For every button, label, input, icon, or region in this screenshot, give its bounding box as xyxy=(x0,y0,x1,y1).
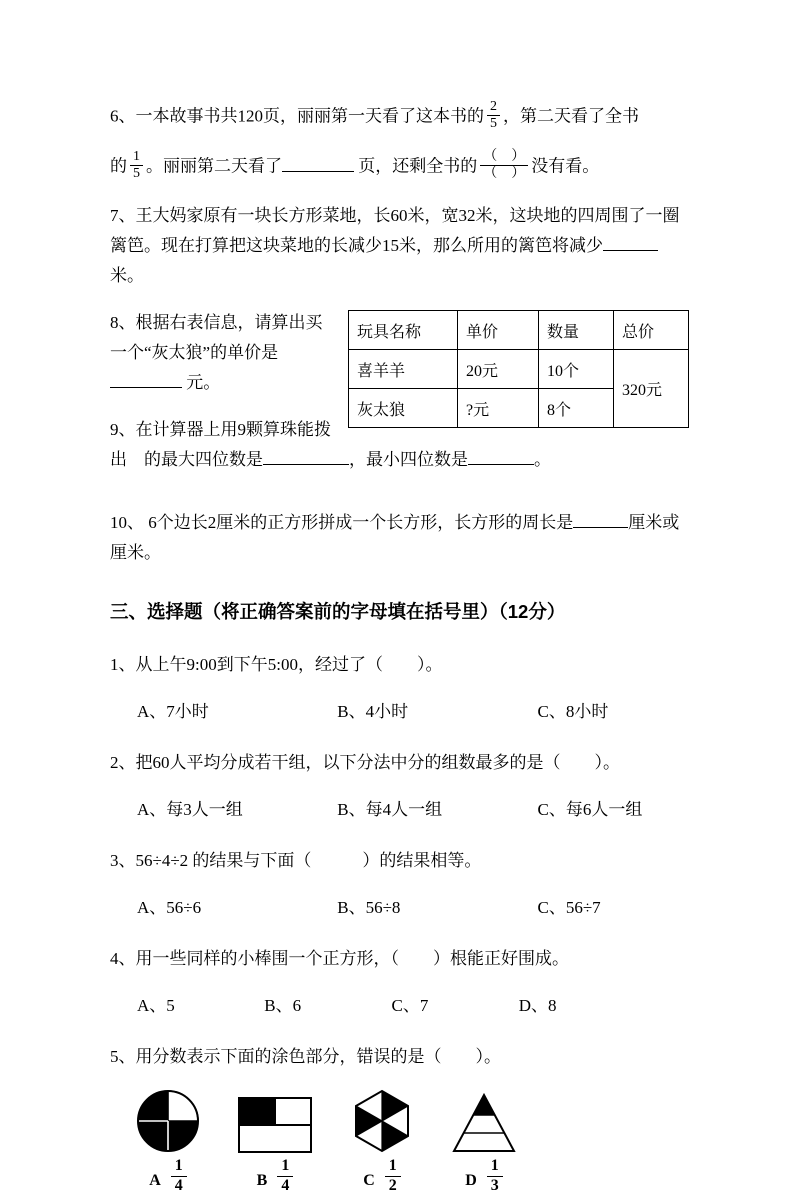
option-a: A、每3人一组 xyxy=(137,800,243,820)
figure-option-b xyxy=(238,1097,312,1195)
question-7 xyxy=(110,201,689,291)
choice-question-3-options xyxy=(110,893,689,918)
q6-blank-fraction xyxy=(480,149,528,182)
fraction-numerator: 1 xyxy=(277,1157,293,1176)
cell-unit-price: 20元 xyxy=(458,350,539,389)
option-b: B、6 xyxy=(264,996,302,1016)
table-header-row xyxy=(349,311,689,350)
choice-question-2-options xyxy=(110,795,689,820)
fraction-denominator: （ ） xyxy=(483,166,526,182)
fraction-denominator: 3 xyxy=(490,1176,499,1194)
figure-fraction xyxy=(487,1157,503,1195)
figure-option-a xyxy=(136,1089,200,1195)
q6-text-6: 没有看。 xyxy=(531,156,600,176)
cell-quantity: 8个 xyxy=(539,389,614,428)
q6-text-5: 页，还剩全书的 xyxy=(358,156,478,176)
choice-question-3 xyxy=(110,846,689,918)
cell-quantity: 10个 xyxy=(539,350,614,389)
option-b: B、4小时 xyxy=(337,702,409,722)
option-b: B、56÷8 xyxy=(337,898,401,918)
fraction-numerator: 2 xyxy=(487,99,500,116)
hexagon-sixths-icon xyxy=(350,1089,414,1153)
circle-quarters-icon xyxy=(136,1089,200,1153)
figure-fraction xyxy=(277,1157,293,1195)
q6-text-2: ，第二天看了全书 xyxy=(503,106,639,126)
choice-question-2 xyxy=(110,748,689,820)
choice-question-4 xyxy=(110,944,689,1016)
option-a: A、5 xyxy=(137,996,175,1016)
fraction-denominator: 4 xyxy=(174,1176,183,1194)
option-d: D、8 xyxy=(518,996,557,1016)
choice-question-4-options xyxy=(110,991,689,1016)
table-header-total: 总价 xyxy=(614,311,689,350)
table-row xyxy=(349,350,689,389)
figure-letter: C xyxy=(363,1172,375,1190)
fraction-numerator: 1 xyxy=(385,1157,401,1176)
question-8-9-block xyxy=(110,308,689,492)
fraction-denominator: 5 xyxy=(133,166,140,182)
figure-b-label-row xyxy=(257,1157,294,1195)
figure-letter: A xyxy=(149,1172,161,1190)
figure-letter: D xyxy=(465,1172,477,1190)
choice-question-1-options xyxy=(110,697,689,722)
q9-text-2: ，最小四位数是 xyxy=(349,450,468,470)
q7-text-2: 米。 xyxy=(110,266,144,286)
option-c: C、每6人一组 xyxy=(537,800,643,820)
q6-fraction-one-fifth xyxy=(130,149,143,182)
table-header-toy-name: 玩具名称 xyxy=(349,311,458,350)
choice-question-2-text: 2、把60人平均分成若干组，以下分法中分的组数最多的是（ ）。 xyxy=(110,753,620,773)
choice-question-4-text: 4、用一些同样的小棒围一个正方形，（ ）根能正好围成。 xyxy=(110,949,569,969)
table-header-unit-price: 单价 xyxy=(458,311,539,350)
question-6-line-2 xyxy=(110,151,689,184)
q7-text-1: 7、王大妈家原有一块长方形菜地，长60米，宽32米，这块地的四周围了一圈篱笆。现在打算把这块菜地的长减少15米，那么所用的篱笆将减少 xyxy=(110,206,680,256)
option-a: A、56÷6 xyxy=(137,898,202,918)
q9-answer-blank-min xyxy=(468,449,534,465)
q8-answer-blank xyxy=(110,372,182,388)
option-c: C、7 xyxy=(391,996,429,1016)
fraction-denominator: 2 xyxy=(388,1176,397,1194)
rectangle-quarters-icon xyxy=(238,1097,312,1153)
q10-text-1: 10、 6个边长2厘米的正方形拼成一个长方形，长方形的周长是 xyxy=(110,513,574,533)
q6-text-4: 。丽丽第二天看了 xyxy=(146,156,282,176)
fraction-denominator: 4 xyxy=(281,1176,290,1194)
figure-letter: B xyxy=(256,1172,268,1190)
toy-price-table xyxy=(348,310,689,428)
fraction-numerator: 1 xyxy=(130,149,143,166)
q6-answer-blank xyxy=(282,156,354,172)
option-c: C、8小时 xyxy=(537,702,609,722)
figure-option-d xyxy=(452,1091,516,1195)
q6-text-3: 的 xyxy=(110,156,127,176)
choice-question-1 xyxy=(110,650,689,722)
fraction-numerator: 1 xyxy=(487,1157,503,1176)
q8-text-1: 8、根据右表信息，请算出买一个“灰太狼”的单价是 xyxy=(110,313,323,363)
fraction-denominator: 5 xyxy=(490,116,497,132)
figure-fraction xyxy=(385,1157,401,1195)
cell-toy-name: 灰太狼 xyxy=(349,389,458,428)
cell-unit-price: ?元 xyxy=(458,389,539,428)
q9-answer-blank-max xyxy=(263,449,349,465)
cell-total-price: 320元 xyxy=(614,350,689,428)
fraction-numerator: （ ） xyxy=(480,149,528,166)
q6-fraction-two-fifths xyxy=(487,99,500,132)
question-10 xyxy=(110,508,689,568)
choice-question-5-text: 5、用分数表示下面的涂色部分，错误的是（ ）。 xyxy=(110,1047,501,1067)
figure-c-label-row xyxy=(363,1157,401,1195)
question-6-line-1 xyxy=(110,101,689,134)
q7-answer-blank xyxy=(603,235,658,251)
triangle-thirds-icon xyxy=(452,1091,516,1153)
figure-option-c xyxy=(350,1089,414,1195)
q9-text-1: 9、在计算器上用9颗算珠能拨出 的最大四位数是 xyxy=(110,420,331,470)
q10-text-2: 厘米或厘米。 xyxy=(110,513,680,563)
section-3-heading: 三、选择题（将正确答案前的字母填在括号里）（12分） xyxy=(110,601,566,623)
option-b: B、每4人一组 xyxy=(337,800,443,820)
table-header-quantity: 数量 xyxy=(539,311,614,350)
q9-text-3: 。 xyxy=(534,450,551,470)
option-a: A、7小时 xyxy=(137,702,209,722)
q6-text-1: 6、一本故事书共120页，丽丽第一天看了这本书的 xyxy=(110,106,484,126)
option-c: C、56÷7 xyxy=(537,898,601,918)
choice-question-1-text: 1、从上午9:00到下午5:00，经过了（ ）。 xyxy=(110,655,443,675)
choice-question-5-figures xyxy=(136,1089,689,1195)
choice-question-3-text: 3、56÷4÷2 的结果与下面（ ）的结果相等。 xyxy=(110,851,482,871)
q10-answer-blank xyxy=(573,512,628,528)
figure-fraction xyxy=(171,1157,187,1195)
q8-text-2: 元。 xyxy=(186,373,221,393)
figure-d-label-row xyxy=(465,1157,503,1195)
fraction-numerator: 1 xyxy=(171,1157,187,1176)
cell-toy-name: 喜羊羊 xyxy=(349,350,458,389)
choice-question-5 xyxy=(110,1042,689,1195)
figure-a-label-row xyxy=(149,1157,187,1195)
